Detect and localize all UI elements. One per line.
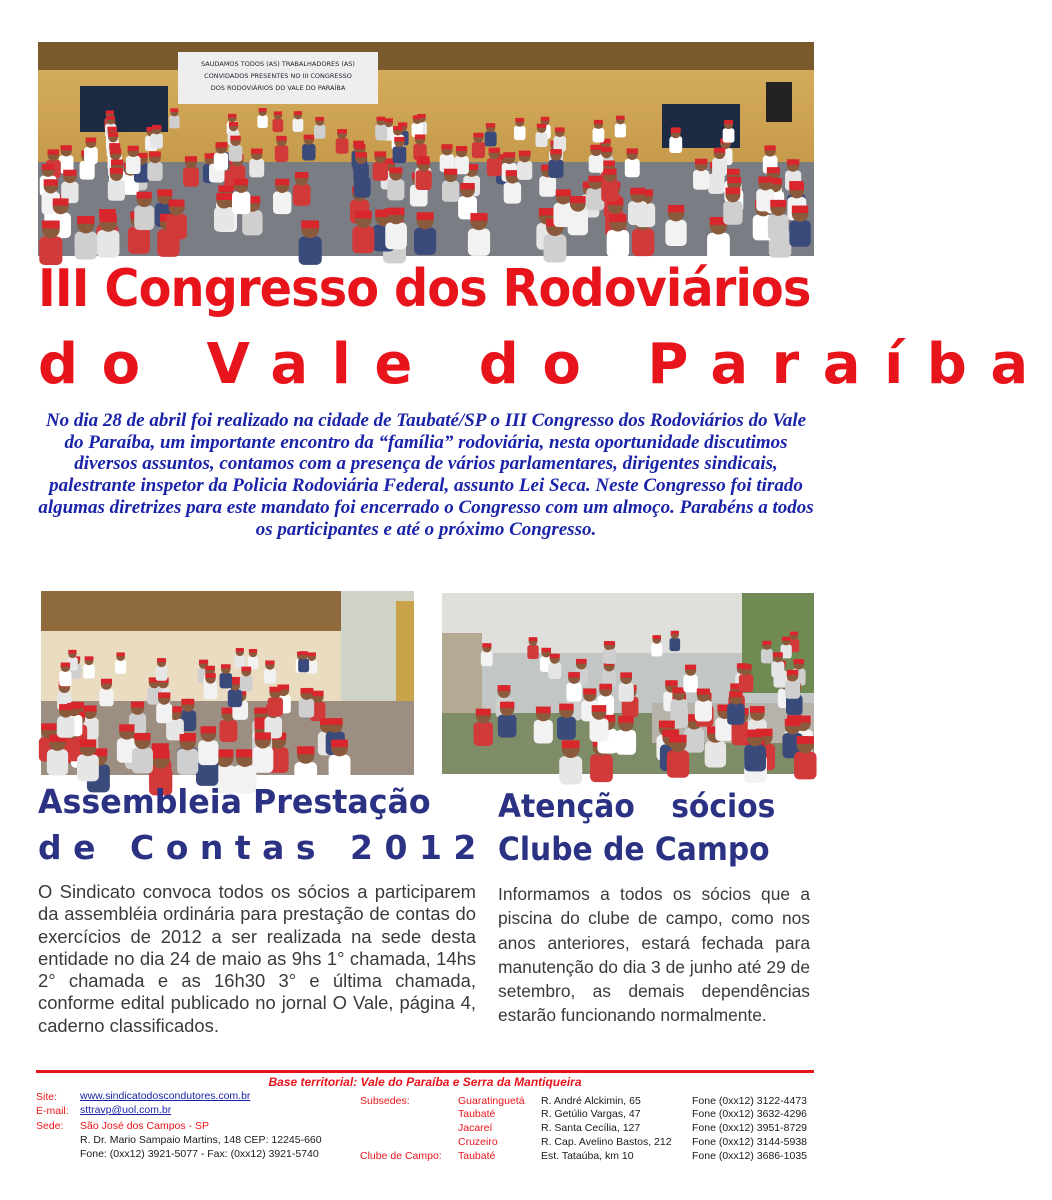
footer-sede-phone: Fone: (0xx12) 3921-5077 - Fax: (0xx12) 3921-5740 [80,1148,319,1160]
assembly-heading-line-2: de Contas 2012 [38,828,488,867]
subsede-city: Guaratinguetá [458,1095,525,1107]
congress-group-photo [38,42,814,256]
subsede-address: R. Cap. Avelino Bastos, 212 [541,1136,672,1148]
subsede-phone: Fone (0xx12) 3122-4473 [692,1095,807,1107]
footer-base-territory: Base territorial: Vale do Paraíba e Serra da Mantiqueira [268,1075,582,1089]
footer-site-label: Site: [36,1091,58,1103]
footer-sede-city: São José dos Campos - SP [80,1120,209,1132]
footer-sede-address: R. Dr. Mario Sampaio Martins, 148 CEP: 12245-660 [80,1134,322,1146]
svg-text:CONVIDADOS PRESENTES NO III CO: CONVIDADOS PRESENTES NO III CONGRESSO [204,72,352,80]
banner-text: SAUDAMOS TODOS (AS) TRABALHADORES (AS) [201,60,355,68]
subsede-city: Taubaté [458,1150,496,1162]
club-heading-line-1: Atenção sócios [498,787,776,825]
footer-divider [36,1070,814,1073]
footer-subsedes-label: Subsedes: [360,1095,410,1107]
footer-email-label: E-mail: [36,1105,69,1117]
subsede-phone: Fone (0xx12) 3951-8729 [692,1122,807,1134]
subsede-phone: Fone (0xx12) 3144-5938 [692,1136,807,1148]
subsede-city: Jacareí [458,1122,493,1134]
club-heading-line-2: Clube de Campo [498,830,770,868]
club-notice-text: Informamos a todos os sócios que a piscina do clube de campo, como nos anos anteriores, estará fechada para manutenção do dia 3 de junho até 29 de setembro, as demais dependências estarão funcionando normalmente. [498,884,810,1026]
subsede-city: Cruzeiro [458,1136,498,1148]
headline-line-1: III Congresso dos Rodoviários [38,259,811,319]
assembly-notice-text: O Sindicato convoca todos os sócios a participarem da assembléia ordinária para prestação de contas do exercícios de 2012 a ser realizada na sede desta entidade no dia 24 de maio as 9hs 1° chamada, 14hs 2° chamada e as 16h30 3° e última chamada, conforme edital publicado no jornal O Vale, página 4, caderno classificados. [38,881,476,1036]
headline-line-2: do Vale do Paraíba [38,332,1052,397]
subsede-address: R. Getúlio Vargas, 47 [541,1108,641,1120]
subsede-address: R. Santa Cecília, 127 [541,1122,641,1134]
subsede-address: Est. Tataúba, km 10 [541,1150,634,1162]
subsede-city: Taubaté [458,1108,496,1120]
footer-site-link[interactable]: www.sindicatodoscondutores.com.br [80,1090,251,1102]
intro-paragraph: No dia 28 de abril foi realizado na cidade de Taubaté/SP o III Congresso dos Rodoviários do Vale do Paraíba, um importante encontro da “família” rodoviária, nesta oportunidade discutimos diversos assuntos, contamos com a presença de vários parlamentares, dirigentes sindicais, palestrante inspetor da Policia Rodoviária Federal, assunto Lei Seca. Neste Congresso foi tirado algumas diretrizes para este mandato foi encerrado o Congresso com um almoço. Parabéns a todos os participantes e até o próximo Congresso. [38,410,814,540]
subsede-phone: Fone (0xx12) 3632-4296 [692,1108,807,1120]
footer-email-link[interactable]: sttravp@uol.com.br [80,1104,172,1116]
assembly-hall-photo [41,591,414,775]
outdoor-gathering-photo [442,593,814,774]
svg-text:DOS RODOVIÁRIOS DO VALE DO PAR: DOS RODOVIÁRIOS DO VALE DO PARAÍBA [210,84,346,92]
subsede-address: R. André Alckimin, 65 [541,1095,641,1107]
assembly-heading-line-1: Assembleia Prestação [38,782,431,821]
footer-clube-label: Clube de Campo: [360,1150,442,1162]
subsede-phone: Fone (0xx12) 3686-1035 [692,1150,807,1162]
footer-sede-label: Sede: [36,1120,64,1132]
